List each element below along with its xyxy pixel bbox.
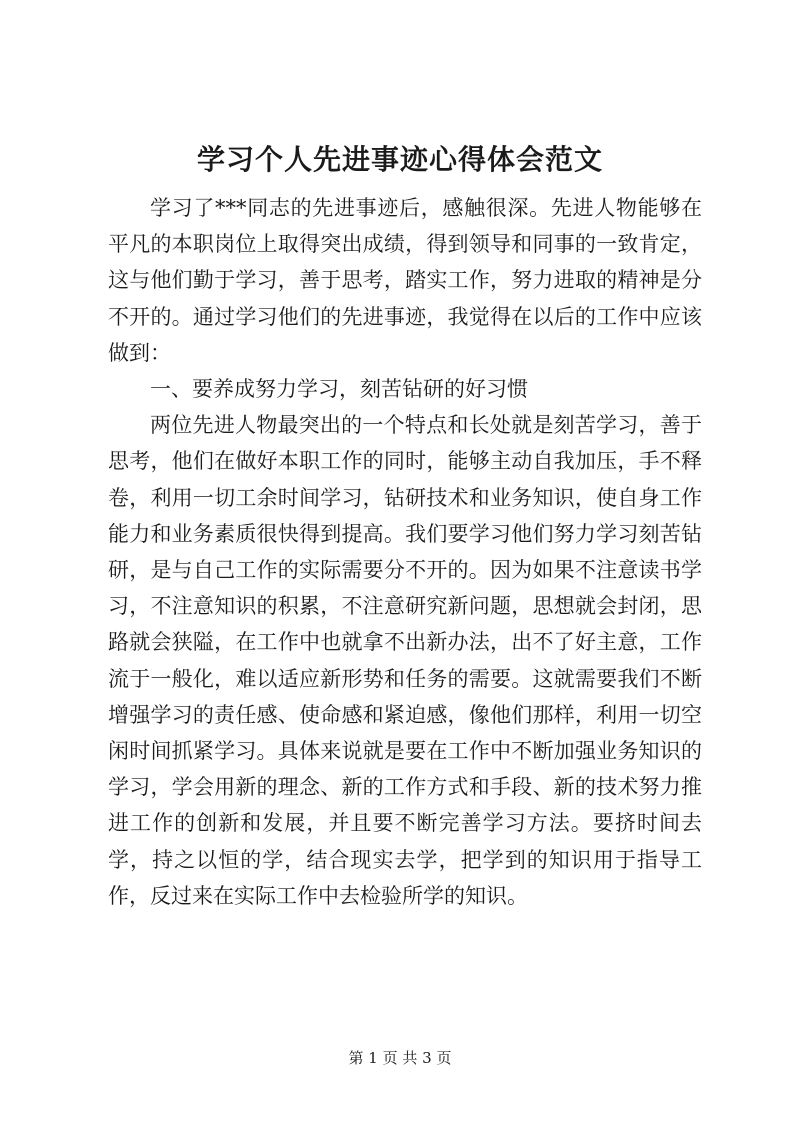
document-title: 学习个人先进事迹心得体会范文 [196,143,603,176]
paragraph-section-one: 两位先进人物最突出的一个特点和长处就是刻苦学习，善于思考，他们在做好本职工作的同时，能够主动自我加压，手不释卷，利用一切工余时间学习，钻研技术和业务知识，使自身工作能力和业务素质很快得到提高。我们要学习他们努力学习刻苦钻研，是与自己工作的实际需要分不开的。因为如果不注意读书学习，不注意知识的积累，不注意研究新问题，思想就会封闭，思路就会狭隘，在工作中也就拿不出新办法，出不了好主意，工作流于一般化，难以适应新形势和任务的需要。这就需要我们不断增强学习的责任感、使命感和紧迫感，像他们那样，利用一切空闲时间抓紧学习。具体来说就是要在工作中不断加强业务知识的学习，学会用新的理念、新的工作方式和手段、新的技术努力推进工作的创新和发展，并且要不断完善学习方法。要挤时间去学，持之以恒的学，结合现实去学，把学到的知识用于指导工作，反过来在实际工作中去检验所学的知识。 [108,413,702,908]
document-body [108,190,702,914]
paragraph-intro: 学习了***同志的先进事迹后，感触很深。先进人物能够在平凡的本职岗位上取得突出成绩，得到领导和同事的一致肯定，这与他们勤于学习，善于思考，踏实工作，努力进取的精神是分不开的。通过学习他们的先进事迹，我觉得在以后的工作中应该做到： [108,196,702,365]
page-footer: 第 1 页 共 3 页 [348,1049,452,1067]
section-heading: 一、要养成努力学习，刻苦钻研的好习惯 [150,377,528,402]
